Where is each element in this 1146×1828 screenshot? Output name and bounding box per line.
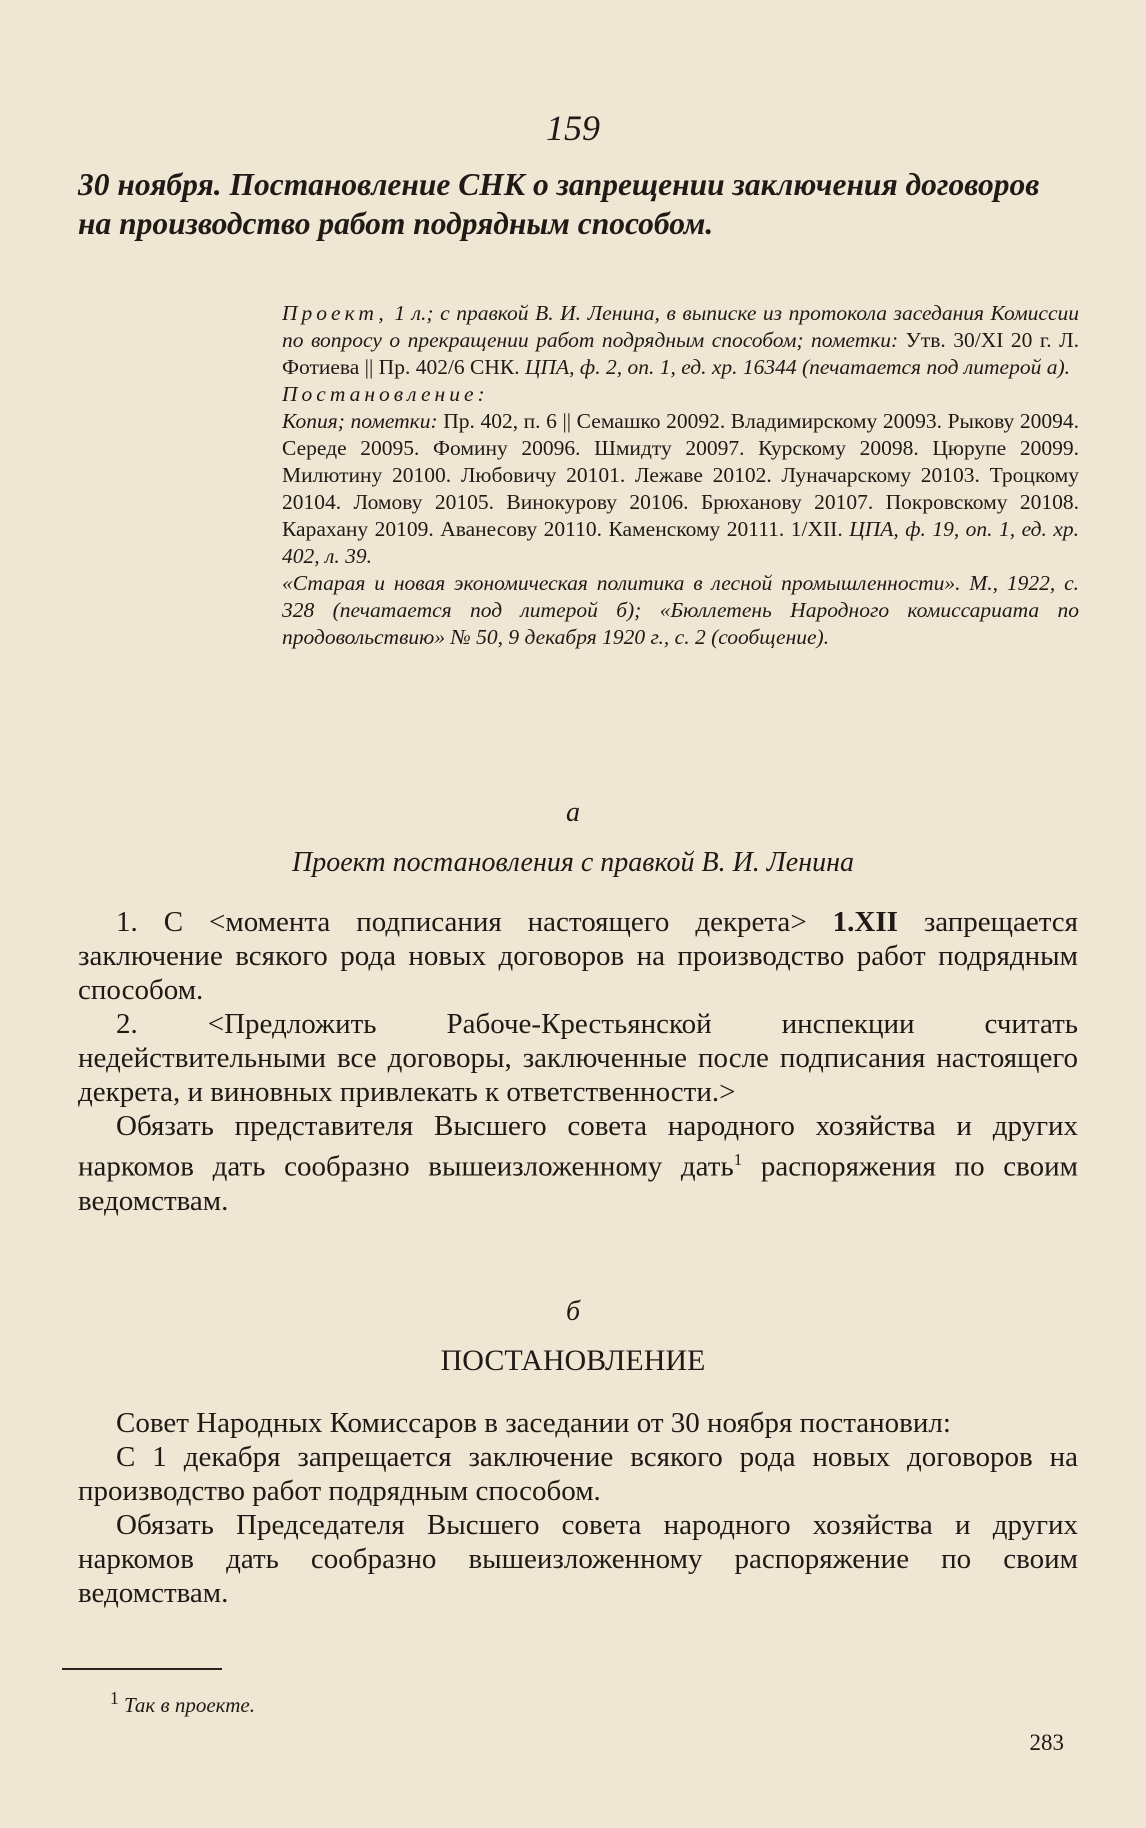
section-a-letter: а — [566, 797, 580, 828]
footnote — [110, 1688, 255, 1718]
section-b-paragraph-1: Совет Народных Комиссаров в заседании от 30 ноября постановил: — [116, 1407, 951, 1439]
copy-distribution: Пр. 402, п. 6 || Семашко 20092. Владимирскому 20093. Рыкову 20094. Середе 20095. Фомину 20096. Шмидту 20097. Курскому 20098. Цюрупе 20099. Милютину 20100. Любовичу 20101. Лежаве 20102. Луначарскому 20103. Троцкому 20104. Ломову 20105. Винокурову 20106. Брюханову 20107. Покровскому 20108. Карахану 20109. Аванесову 20110. Каменскому 20111. 1/XII. — [282, 409, 1079, 541]
publication-note: «Старая и новая экономическая политика в лесной промышленности». М., 1922, с. 328 (печатается под литерой б); «Бюллетень Народного комиссариата по продовольствию» № 50, 9 декабря 1920 г., с. 2 (сообщение). — [282, 571, 1079, 649]
draft-source-note — [282, 300, 1079, 381]
footnote-reference: 1 — [733, 1150, 743, 1169]
section-b-paragraph-3: Обязать Председателя Высшего совета народного хозяйства и других наркомов дать сообразно вышеизложенному распоряжение по своим ведомствам. — [78, 1509, 1078, 1609]
draft-label: Проект, — [282, 301, 388, 325]
section-a-body — [78, 905, 1078, 1218]
p1-start: 1. С < — [116, 906, 226, 938]
section-b-heading: ПОСТАНОВЛЕНИЕ — [440, 1344, 706, 1377]
copy-source-note — [282, 408, 1079, 570]
p1-bracket: > — [790, 906, 807, 938]
p3-end: распоряжения по своим ведомствам. — [78, 1150, 1078, 1217]
footnote-mark: 1 — [110, 1688, 119, 1708]
p3-start: Обязать представителя Высшего совета народного хозяйства и других наркомов дать сообразно вышеизложенному дать — [78, 1110, 1078, 1183]
section-b-body — [78, 1406, 1078, 1610]
draft-marks: Утв. 30/XI 20 г. Л. Фотиева || Пр. 402/6 СНК. — [282, 328, 1080, 379]
document-title: 30 ноября. Постановление СНК о запрещении заключения договоров на производство работ подрядным способом. — [78, 167, 1040, 241]
footnote-text: Так в проекте. — [124, 1693, 255, 1717]
page-number: 283 — [1029, 1730, 1064, 1755]
footnote-divider — [62, 1668, 222, 1670]
section-a-paragraph-3 — [78, 1109, 1078, 1218]
copy-label: Копия; пометки: — [282, 409, 444, 433]
section-b-letter: б — [565, 1296, 581, 1327]
p1-deleted-text: момента подписания настоящего декрета — [225, 906, 791, 938]
draft-description: 1 л.; с правкой В. И. Ленина, в выписке из протокола заседания Комиссии по вопросу о прекращении работ подрядным способом; пометки: — [282, 301, 1079, 352]
draft-archive: ЦПА, ф. 2, оп. 1, ед. хр. 16344 (печатается под литерой а). — [525, 355, 1070, 379]
section-a-paragraph-1 — [78, 905, 1078, 1007]
p1-end: запрещается заключение всякого рода новых договоров на производство работ подрядным способом. — [78, 906, 1078, 1006]
decree-label: Постановление: — [282, 382, 489, 406]
copy-archive: ЦПА, ф. 19, оп. 1, ед. хр. 402, л. 39. — [282, 517, 1079, 568]
p2-deleted-text: Предложить Рабоче-Крестьянской инспекции считать недействительными все договоры, заключенные после подписания настоящего декрета, и виновных привлекать к ответственности. — [78, 1008, 1078, 1108]
section-b-paragraph-2: С 1 декабря запрещается заключение всякого рода новых договоров на производство работ подрядным способом. — [78, 1441, 1078, 1507]
archival-notes — [282, 300, 1079, 651]
section-a-heading: Проект постановления с правкой В. И. Ленина — [292, 847, 854, 878]
p2-start: 2. < — [116, 1008, 225, 1040]
p2-bracket: > — [719, 1076, 736, 1108]
section-a-paragraph-2 — [78, 1007, 1078, 1109]
p1-inserted-date: 1.XII — [806, 906, 898, 938]
document-number: 159 — [546, 108, 600, 148]
